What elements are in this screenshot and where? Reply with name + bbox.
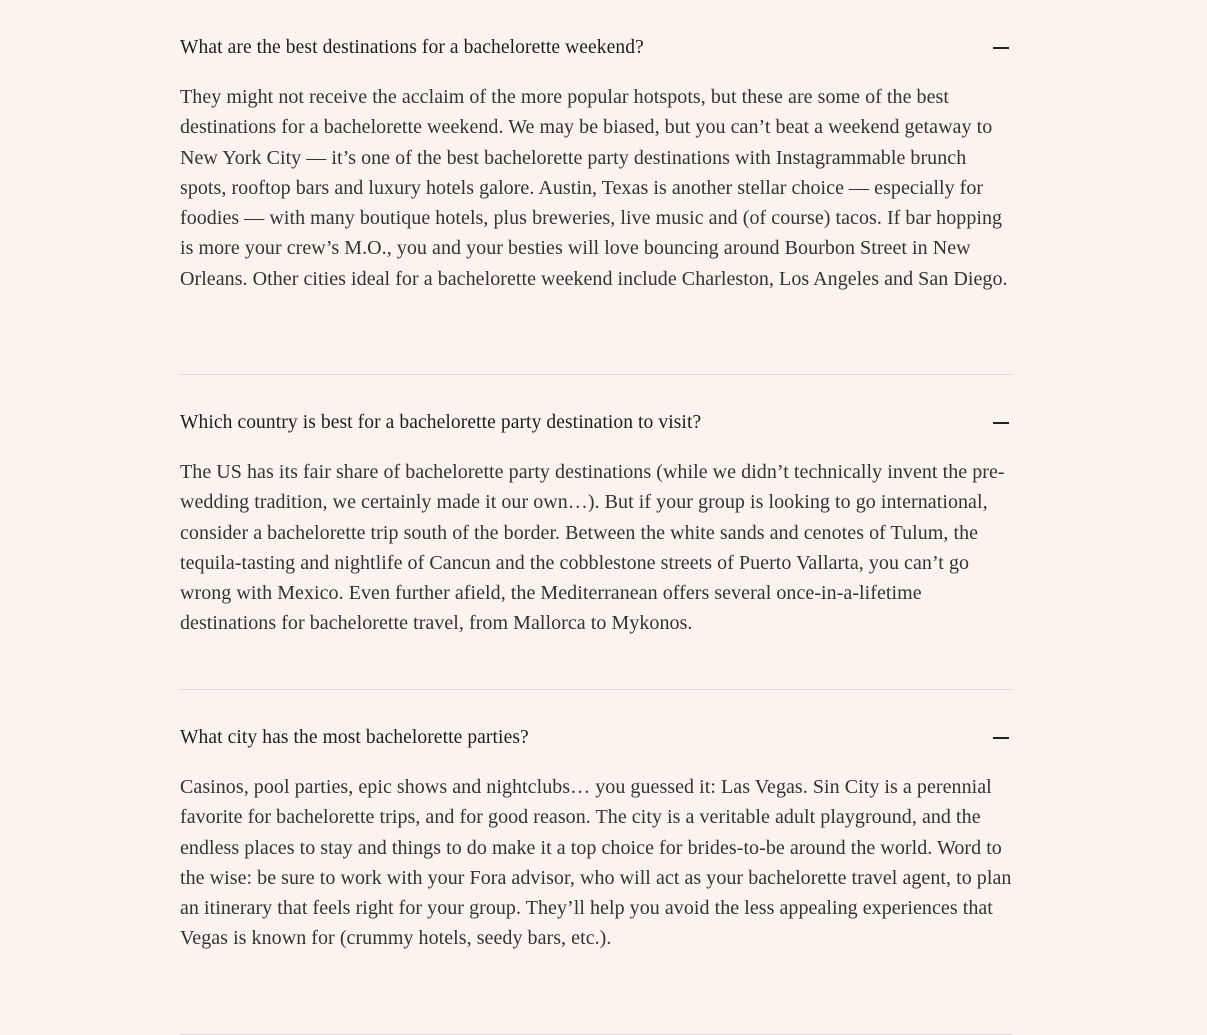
faq-header[interactable] [180, 28, 1012, 68]
faq-question[interactable]: What are the best destinations for a bachelorette weekend? [180, 37, 644, 58]
faq-header[interactable] [180, 403, 1012, 443]
minus-icon[interactable] [992, 39, 1010, 57]
faq-question[interactable]: Which country is best for a bachelorette party destination to visit? [180, 412, 702, 433]
faq-item [180, 403, 1012, 690]
faq-question[interactable]: What city has the most bachelorette parties? [180, 727, 529, 748]
faq-item [180, 718, 1012, 1035]
faq-section [180, 0, 1012, 1035]
faq-answer: The US has its fair share of bachelorette party destinations (while we didn’t technically invent the pre-wedding tradition, we certainly made it our own…). But if your group is looking to go international, consider a bachelorette trip south of the border. Between the white sands and cenotes of Tulum, the tequila-tasting and nightlife of Cancun and the cobblestone streets of Puerto Vallarta, you can’t go wrong with Mexico. Even further afield, the Mediterranean offers several once-in-a-lifetime destinations for bachelorette travel, from Mallorca to Mykonos. [180, 461, 1005, 635]
faq-header[interactable] [180, 718, 1012, 758]
minus-icon[interactable] [992, 729, 1010, 747]
minus-icon[interactable] [992, 414, 1010, 432]
faq-answer: They might not receive the acclaim of the more popular hotspots, but these are some of the best destinations for a bachelorette weekend. We may be biased, but you can’t beat a weekend getaway to New York City — it’s one of the best bachelorette party destinations with Instagrammable brunch spots, rooftop bars and luxury hotels galore. Austin, Texas is another stellar choice — especially for foodies — with many boutique hotels, plus breweries, live music and (of course) tacos. If bar hopping is more your crew’s M.O., you and your besties will love bouncing around Bourbon Street in New Orleans. Other cities ideal for a bachelorette weekend include Charleston, Los Angeles and San Diego. [180, 86, 1008, 290]
faq-answer: Casinos, pool parties, epic shows and nightclubs… you guessed it: Las Vegas. Sin City is a perennial favorite for bachelorette trips, and for good reason. The city is a veritable adult playground, and the endless places to stay and things to do make it a top choice for brides-to-be around the world. Word to the wise: be sure to work with your Fora advisor, who will act as your bachelorette travel agent, to plan an itinerary that feels right for your group. They’ll help you avoid the less appealing experiences that Vegas is known for (crummy hotels, seedy bars, etc.). [180, 776, 1012, 950]
faq-item [180, 28, 1012, 375]
